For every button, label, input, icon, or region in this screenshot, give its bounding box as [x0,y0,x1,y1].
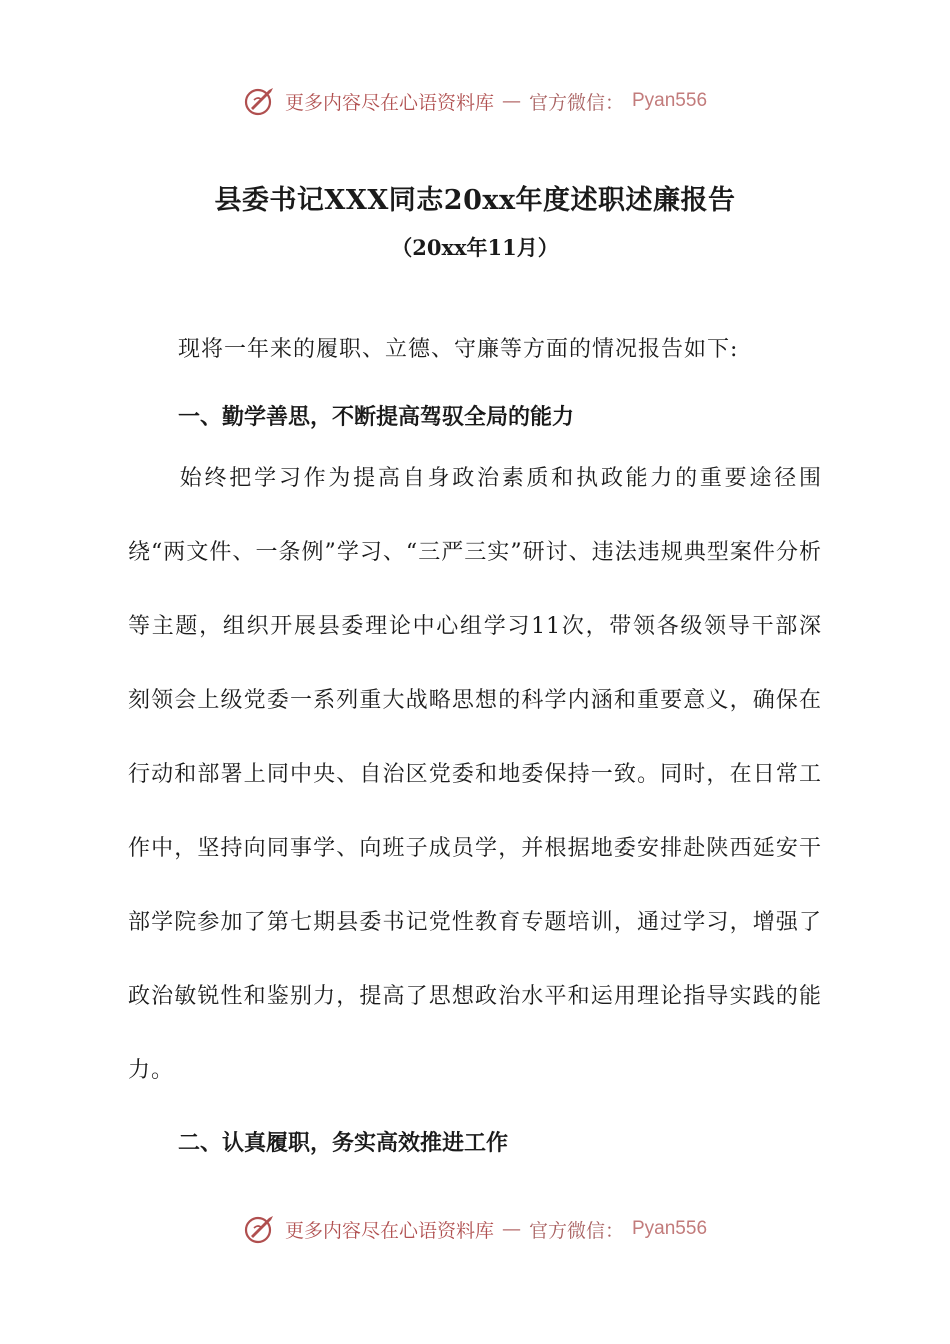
watermark-footer [0,1212,950,1246]
document-title: 县委书记XXX同志20xx年度述职述廉报告 [214,185,736,216]
section-body-1 [128,442,822,1108]
intro-paragraph: 现将一年来的履职、立德、守廉等方面的情况报告如下: [178,337,739,362]
watermark-separator: — [501,90,521,112]
quill-seal-icon [243,84,277,118]
quill-seal-icon [243,1212,277,1246]
watermark-separator: — [501,1218,521,1240]
watermark-header [0,84,950,118]
section-body-1-text: 始终把学习作为提高自身政治素质和执政能力的重要途径围绕“两文件、一条例”学习、“三严三实”研讨、违法违规典型案件分析等主题，组织开展县委理论中心组学习11次，带领各级领导干部深刻领会上级党委一系列重大战略思想的科学内涵和重要意义，确保在行动和部署上同中央、自治区党委和地委保持一致。同时，在日常工作中，坚持向同事学、向班子成员学，并根据地委安排赴陕西延安干部学院参加了第七期县委书记党性教育专题培训，通过学习，增强了政治敏锐性和鉴别力，提高了思想政治水平和运用理论指导实践的能力。 [128,466,822,1083]
document-subtitle: （20xx年11月） [391,235,559,260]
section-heading-1: 一、勤学善思，不断提高驾驭全局的能力 [178,405,575,430]
watermark-wechat-label: 官方微信： [528,1219,624,1242]
watermark-main-text: 更多内容尽在心语资料库 [284,1219,494,1242]
watermark-wechat-id: Pyan556 [632,1218,708,1239]
watermark-wechat-id: Pyan556 [632,90,708,111]
watermark-wechat-label: 官方微信： [528,91,624,114]
section-heading-2: 二、认真履职，务实高效推进工作 [178,1131,509,1156]
watermark-main-text: 更多内容尽在心语资料库 [284,91,494,114]
